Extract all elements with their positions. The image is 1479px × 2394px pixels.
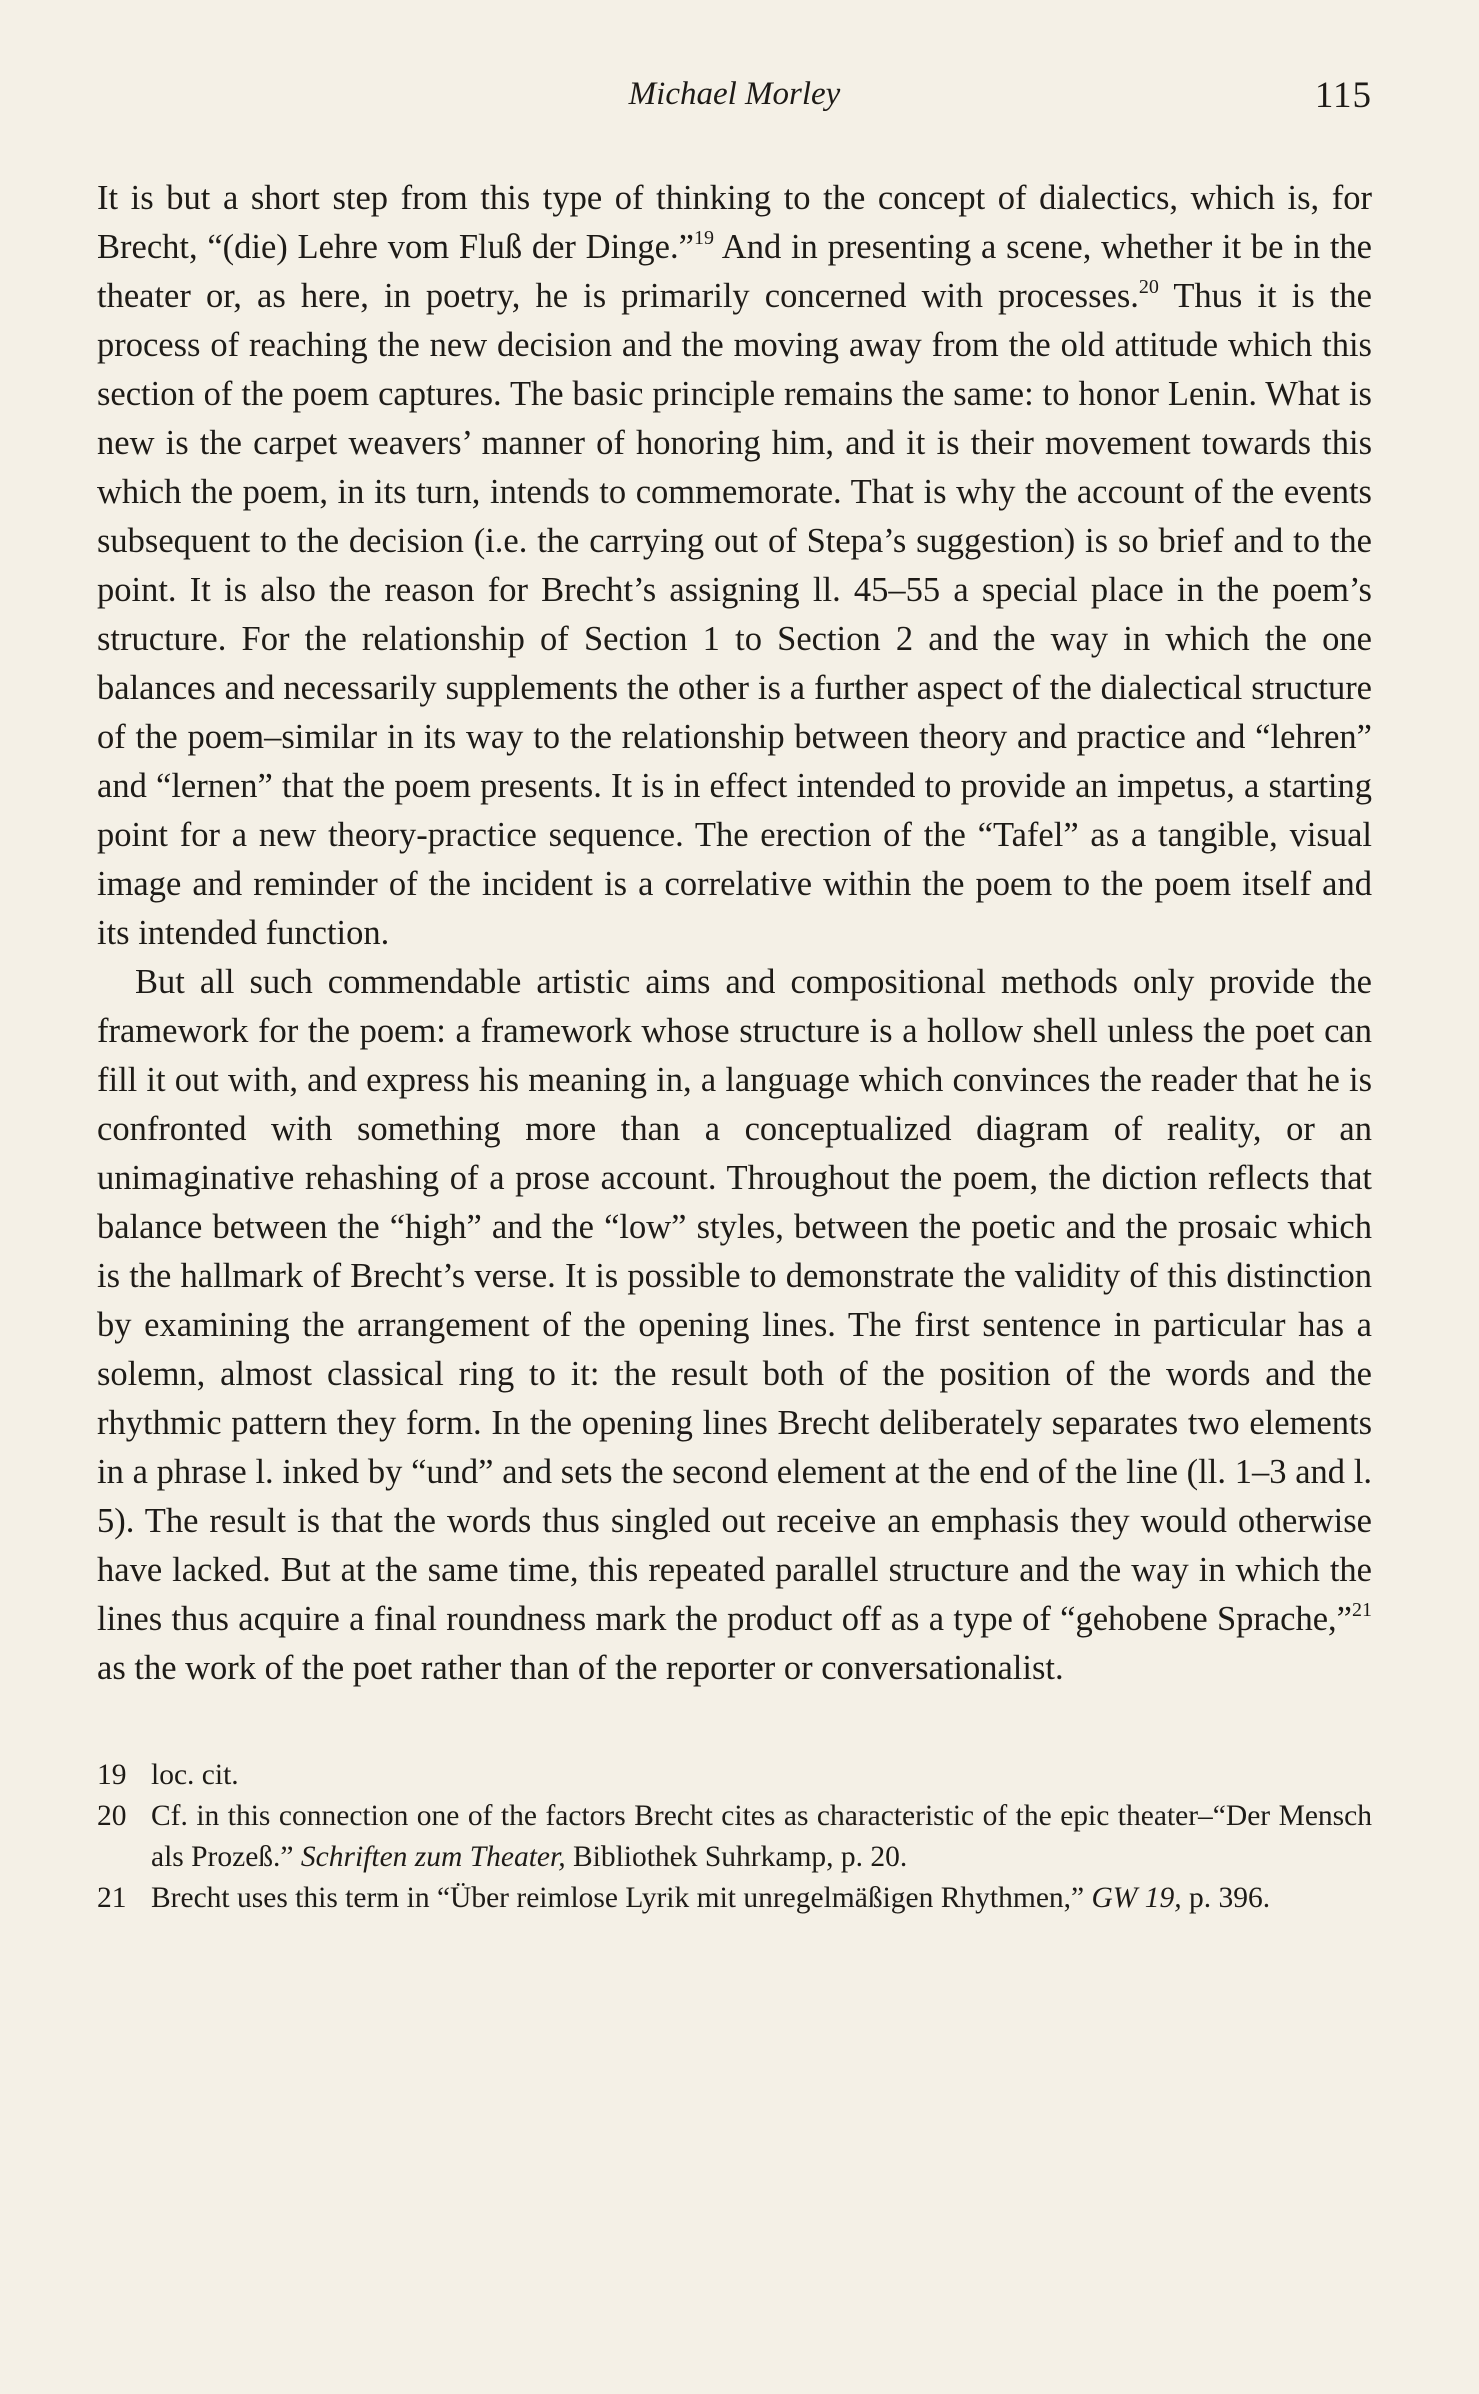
- paragraph-1-text-c: Thus it is the process of reaching the new decision and the moving away from the old attitude which this section of the poem captures. The basic principle remains the same: to honor Lenin. What is new is the carpet weavers’ manner of honoring him, and it is their movement towards this which the poem, in its turn, intends to commemorate. That is why the account of the events subsequent to the decision (i.e. the carrying out of Stepa’s suggestion) is so brief and to the point. It is also the reason for Brecht’s assigning ll. 45–55 a special place in the poem’s structure. For the relationship of Section 1 to Section 2 and the way in which the one balances and necessarily supplements the other is a further aspect of the dialectical structure of the poem–similar in its way to the relationship between theory and practice and “lehren” and “lernen” that the poem presents. It is in effect intended to provide an impetus, a starting point for a new theory-practice sequence. The erection of the “Tafel” as a tangible, visual image and reminder of the incident is a correlative within the poem to the poem itself and its intended function.: [97, 277, 1372, 952]
- running-head: [97, 62, 1372, 122]
- footnote-text-after: p. 396.: [1181, 1882, 1271, 1914]
- footnote-text-before: Brecht uses this term in “Über reimlose Lyrik mit unregelmäßigen Rhythmen,”: [151, 1882, 1092, 1914]
- paragraph-1-text-a: It is but a short step from this type of thinking to the concept of dialectics, which is, for Brecht, “(die) Lehre vom Fluß der Dinge.”: [97, 179, 1372, 266]
- footnote-text: loc. cit.: [151, 1759, 239, 1791]
- book-page: [97, 62, 1372, 1919]
- footnote-title: Schriften zum Theater,: [300, 1841, 566, 1873]
- paragraph-2: [97, 958, 1372, 1693]
- footnote-number: 19: [97, 1759, 127, 1791]
- paragraph-2-text-b: as the work of the poet rather than of the reporter or conversationalist.: [97, 1649, 1064, 1687]
- footnote-21: [97, 1878, 1372, 1919]
- paragraph-1-text-b: And in presenting a scene, whether it be in the theater or, as here, in poetry, he is primarily concerned with processes.: [97, 228, 1372, 315]
- footnote-19: [97, 1755, 1372, 1796]
- paragraph-1: [97, 174, 1372, 958]
- footnote-ref-19: 19: [693, 227, 714, 249]
- paragraph-2-text-a: But all such commendable artistic aims and compositional methods only provide the framework for the poem: a framework whose structure is a hollow shell unless the poet can fill it out with, and express his meaning in, a language which convinces the reader that he is confronted with something more than a conceptualized diagram of reality, or an unimaginative rehashing of a prose account. Throughout the poem, the diction reflects that balance between the “high” and the “low” styles, between the poetic and the prosaic which is the hallmark of Brecht’s verse. It is possible to demonstrate the validity of this distinction by examining the arrangement of the opening lines. The first sentence in particular has a solemn, almost classical ring to it: the result both of the position of the words and the rhythmic pattern they form. In the opening lines Brecht deliberately separates two elements in a phrase l. inked by “und” and sets the second element at the end of the line (ll. 1–3 and l. 5). The result is that the words thus singled out receive an emphasis they would otherwise have lacked. But at the same time, this repeated parallel structure and the way in which the lines thus acquire a final roundness mark the product off as a type of “gehobene Sprache,”: [97, 963, 1372, 1638]
- footnote-text-before: Cf. in this connection one of the factors Brecht cites as characteristic of the epic theater–“Der Mensch als Prozeß.”: [151, 1800, 1372, 1873]
- footnote-text: [151, 1878, 1372, 1919]
- page-number: 115: [1314, 75, 1372, 116]
- footnote-ref-21: 21: [1352, 1599, 1372, 1621]
- footnote-text: [151, 1796, 1372, 1878]
- body-text: [97, 174, 1372, 1693]
- footnotes: [97, 1755, 1372, 1919]
- footnote-title: GW 19,: [1091, 1882, 1182, 1914]
- footnote-number: 20: [97, 1800, 127, 1832]
- footnote-ref-20: 20: [1138, 276, 1159, 298]
- footnote-20: [97, 1796, 1372, 1878]
- footnote-text-after: Bibliothek Suhrkamp, p. 20.: [565, 1841, 908, 1873]
- running-head-author: Michael Morley: [628, 76, 841, 112]
- footnote-number: 21: [97, 1882, 127, 1914]
